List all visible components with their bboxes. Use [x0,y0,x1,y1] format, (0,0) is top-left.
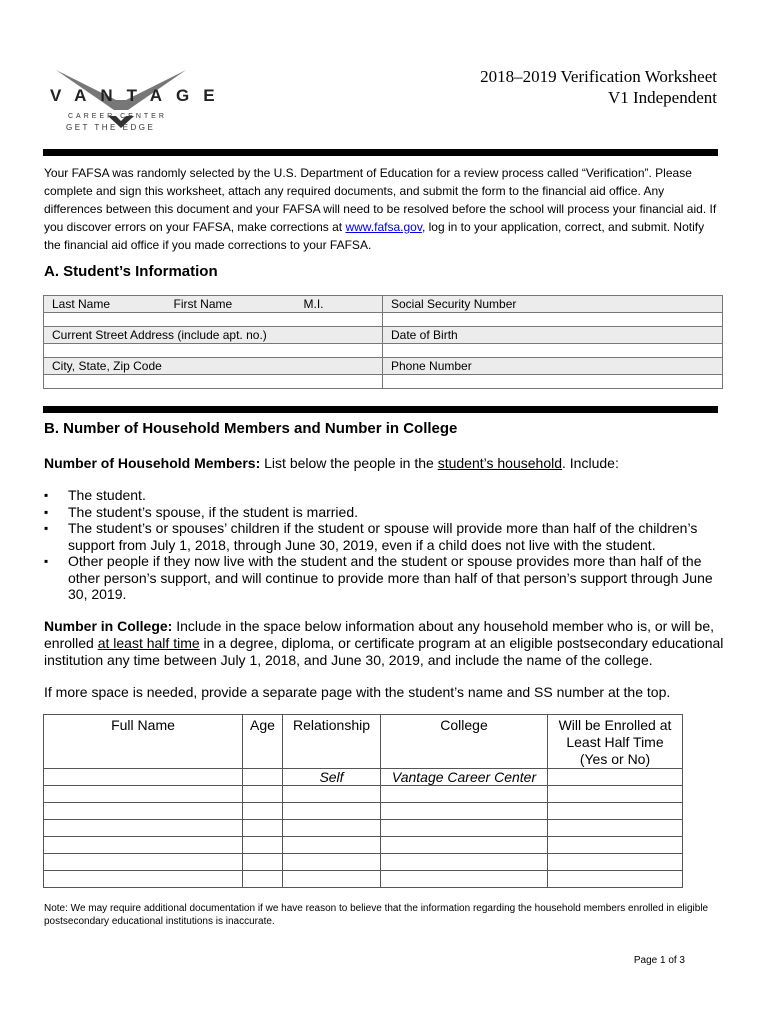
table-cell[interactable] [243,854,283,871]
page-number: Page 1 of 3 [633,955,685,966]
list-item: ▪ The student. [44,487,724,504]
more-space-note: If more space is needed, provide a separate page with the student’s name and SS number at the top. [44,684,671,700]
ssn-label: Social Security Number [383,296,723,313]
table-cell[interactable] [44,803,243,820]
table-row [44,837,683,854]
middle-rule [43,406,718,413]
city-label: City, State, Zip Code [44,358,383,375]
fafsa-link[interactable]: www.fafsa.gov [345,220,422,234]
intro-paragraph: Your FAFSA was randomly selected by the U.S. Department of Education for a review process called “Verification”. Please complete and sign this worksheet, attach any required documents, and submit the form to the financial aid office. Any differences between this document and your FAFSA will need to be resolved before the school will process your financial aid. If you discover errors on your FAFSA, make corrections at www.fafsa.gov, log in to your application, correct, and submit. Notify the financial aid office if you made corrections to your FAFSA. [44,166,717,252]
dob-field[interactable] [383,344,723,358]
table-cell[interactable] [381,837,548,854]
col-college: College [381,715,548,769]
student-info-table [43,295,723,389]
table-cell[interactable] [381,854,548,871]
logo-wings-icon [46,66,196,146]
table-cell: Vantage Career Center [381,769,548,786]
table-cell[interactable] [548,820,683,837]
household-members-paragraph: Number of Household Members: List below the people in the student’s household. Include: [44,455,619,471]
section-a-heading: A. Student’s Information [44,263,218,280]
table-cell[interactable] [283,837,381,854]
address-label: Current Street Address (include apt. no.) [44,327,383,344]
household-bullets [44,487,724,603]
table-cell[interactable] [243,803,283,820]
table-cell[interactable] [381,786,548,803]
table-cell[interactable] [548,786,683,803]
table-cell[interactable] [243,786,283,803]
table-cell[interactable] [381,803,548,820]
table-row [44,786,683,803]
table-cell[interactable] [381,820,548,837]
col-enrolled: Will be Enrolled at Least Half Time (Yes or No) [548,715,683,769]
table-cell[interactable] [44,871,243,888]
table-cell[interactable] [283,854,381,871]
table-row [44,854,683,871]
table-cell[interactable] [548,871,683,888]
col-relationship: Relationship [283,715,381,769]
table-cell[interactable] [283,871,381,888]
list-item: ▪ Other people if they now live with the student and the student or spouse provides more than half of the other person’s support, and will continue to provide more than half of that person’s support through June 30, 2019. [44,553,724,603]
phone-field[interactable] [383,375,723,389]
table-cell[interactable] [548,837,683,854]
number-in-college-paragraph: Number in College: Include in the space below information about any household member who is, or will be, enrolled at least half time in a degree, diploma, or certificate program at an eligible postsecondary educational institution any time between July 1, 2018, and June 30, 2019, and include the name of the college. [44,618,724,668]
table-cell[interactable] [548,769,683,786]
city-field[interactable] [44,375,383,389]
table-cell[interactable] [44,820,243,837]
first-name-label: First Name [166,296,296,313]
col-full-name: Full Name [44,715,243,769]
title-line-1: 2018–2019 Verification Worksheet [480,67,717,86]
list-item: ▪ The student’s spouse, if the student is married. [44,504,724,521]
title-line-2: V1 Independent [607,88,717,107]
table-cell[interactable] [44,837,243,854]
table-cell[interactable] [283,786,381,803]
logo-subtitle: CAREER CENTER [68,113,167,120]
list-item: ▪ The student’s or spouses’ children if the student or spouse will provide more than half of the children’s support from July 1, 2018, through June 30, 2019, even if a child does not live with the student. [44,520,724,553]
table-row [44,820,683,837]
phone-label: Phone Number [383,358,723,375]
ssn-field[interactable] [383,313,723,327]
mi-label: M.I. [296,296,383,313]
name-field[interactable] [44,313,383,327]
table-row [44,769,683,786]
dob-label: Date of Birth [383,327,723,344]
page-title [480,66,717,108]
top-rule [43,149,718,156]
col-age: Age [243,715,283,769]
section-b-heading: B. Number of Household Members and Number in College [44,420,458,437]
table-cell[interactable] [44,786,243,803]
footnote: Note: We may require additional documentation if we have reason to believe that the information regarding the household members enrolled in eligible postsecondary educational institutions is inaccurate. [44,903,709,927]
table-cell[interactable] [44,854,243,871]
table-cell[interactable] [283,803,381,820]
table-cell[interactable] [381,871,548,888]
table-cell[interactable] [283,820,381,837]
logo-word: VANTAGE [50,86,229,105]
table-cell[interactable] [243,837,283,854]
table-cell[interactable] [548,803,683,820]
table-cell[interactable] [243,769,283,786]
logo-tagline: GET THE EDGE [66,123,156,132]
table-cell[interactable] [548,854,683,871]
address-field[interactable] [44,344,383,358]
table-row [44,803,683,820]
table-cell[interactable] [243,871,283,888]
table-cell: Self [283,769,381,786]
table-row [44,871,683,888]
household-table [43,714,683,888]
table-cell[interactable] [44,769,243,786]
table-cell[interactable] [243,820,283,837]
last-name-label: Last Name [44,296,166,313]
vantage-logo [46,66,229,146]
